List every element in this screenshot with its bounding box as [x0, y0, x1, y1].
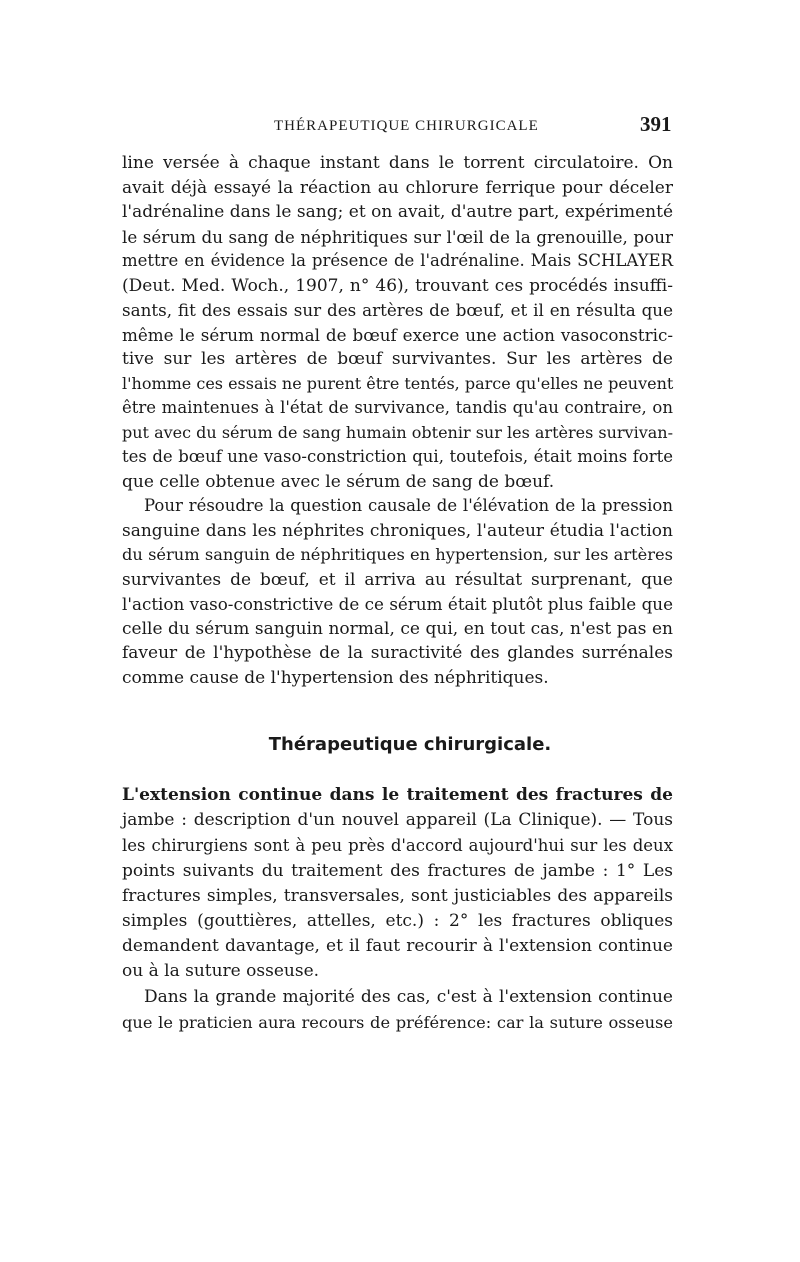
- text-line: même le sérum normal de bœuf exerce une action vasoconstric-: [122, 324, 673, 345]
- text-line: que celle obtenue avec le sérum de sang de bœuf.: [122, 471, 555, 492]
- text-line: les chirurgiens sont à peu près d'accord aujourd'hui sur les deux: [122, 836, 673, 856]
- text-line: put avec du sérum de sang humain obtenir sur les artères survivan-: [122, 422, 673, 442]
- paragraph-2: [122, 494, 673, 690]
- text-line: l'homme ces essais ne purent être tentés, parce qu'elles ne peuvent: [122, 373, 674, 393]
- text-line: L'extension continue dans le traitement des fractures de: [122, 785, 673, 805]
- text-line: fractures simples, transversales, sont justiciables des appareils: [122, 885, 673, 906]
- text-line: survivantes de bœuf, et il arriva au résultat surprenant, que: [122, 569, 673, 590]
- text-line: Pour résoudre la question causale de l'élévation de la pression: [144, 496, 673, 515]
- text-line: Dans la grande majorité des cas, c'est à l'extension continue: [144, 986, 673, 1007]
- text-line: tes de bœuf une vaso-constriction qui, toutefois, était moins forte: [122, 447, 673, 466]
- text-line: avait déjà essayé la réaction au chlorure ferrique pour déceler: [122, 177, 673, 198]
- text-line: sanguine dans les néphrites chroniques, l'auteur étudia l'action: [122, 520, 673, 541]
- text-line: le sérum du sang de néphritiques sur l'œil de la grenouille, pour: [122, 226, 673, 247]
- text-line: demandent davantage, et il faut recourir à l'extension continue: [122, 936, 673, 957]
- text-column-top: [122, 151, 673, 690]
- text-line: ou à la suture osseuse.: [122, 961, 320, 982]
- text-line: l'adrénaline dans le sang; et on avait, d'autre part, expérimenté: [122, 202, 673, 222]
- text-line: que le praticien aura recours de préférence: car la suture osseuse: [122, 1012, 673, 1032]
- text-line: l'action vaso-constrictive de ce sérum était plutôt plus faible que: [122, 594, 673, 614]
- text-line: du sérum sanguin de néphritiques en hypertension, sur les artères: [122, 545, 673, 564]
- paragraph-3: [122, 783, 673, 985]
- text-line: (Deut. Med. Woch., 1907, n° 46), trouvant ces procédés insuffi-: [122, 275, 673, 296]
- text-line: simples (gouttières, attelles, etc.) : 2° les fractures obliques: [122, 910, 673, 931]
- text-line: comme cause de l'hypertension des néphritiques.: [122, 667, 549, 688]
- paragraph-1: [122, 151, 673, 494]
- running-title: THÉRAPEUTIQUE CHIRURGICALE: [274, 118, 539, 134]
- section-heading: Thérapeutique chirurgicale.: [268, 734, 552, 755]
- text-line: faveur de l'hypothèse de la suractivité des glandes surrénales: [122, 643, 673, 663]
- text-line: sants, fit des essais sur des artères de bœuf, et il en résulta que: [122, 300, 673, 320]
- paragraph-4: [122, 985, 673, 1035]
- text-column-bottom: [122, 783, 673, 1035]
- text-line: jambe : description d'un nouvel appareil (La Clinique). — Tous: [122, 810, 673, 831]
- text-line: mettre en évidence la présence de l'adrénaline. Mais SCHLAYER: [122, 251, 673, 270]
- text-line: être maintenues à l'état de survivance, tandis qu'au contraire, on: [122, 398, 673, 417]
- text-line: points suivants du traitement des fractures de jambe : 1° Les: [122, 860, 673, 881]
- text-line: line versée à chaque instant dans le torrent circulatoire. On: [122, 153, 673, 173]
- text-line: celle du sérum sanguin normal, ce qui, en tout cas, n'est pas en: [122, 618, 673, 639]
- text-line: tive sur les artères de bœuf survivantes. Sur les artères de: [122, 349, 673, 369]
- page-number: 391: [640, 112, 672, 136]
